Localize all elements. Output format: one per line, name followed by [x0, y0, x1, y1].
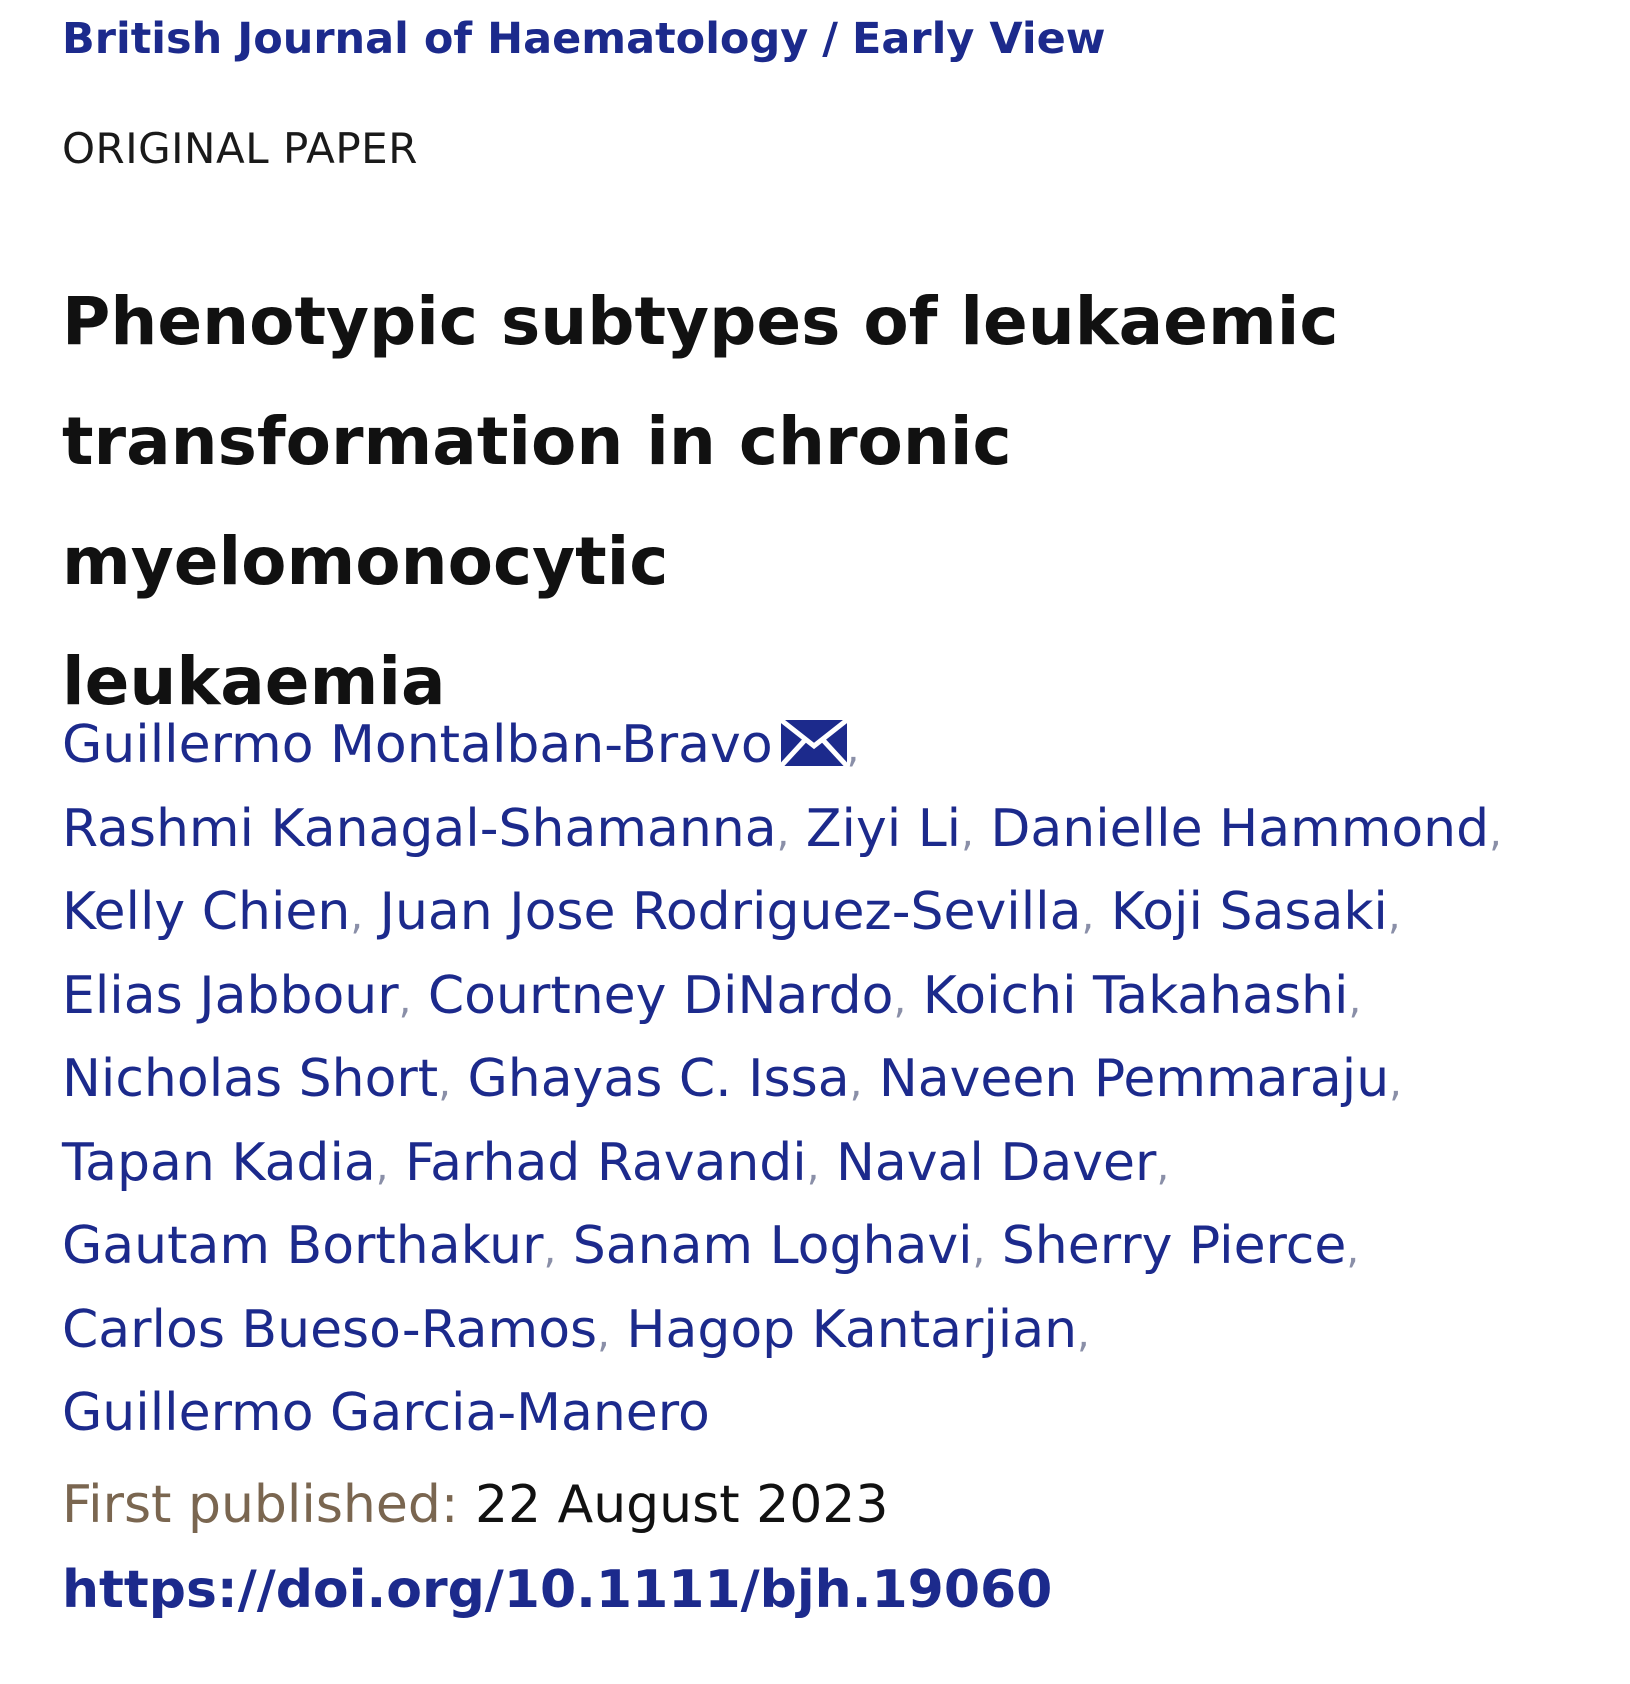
author-link[interactable]: Tapan Kadia: [62, 1132, 376, 1193]
journal-link[interactable]: British Journal of Haematology: [62, 14, 809, 64]
author-link[interactable]: Gautam Borthakur: [62, 1216, 544, 1276]
publication-date: 22 August 2023: [474, 1475, 889, 1535]
author-separator: ,: [776, 809, 790, 856]
title-line: transformation in chronic myelomonocytic: [62, 403, 1012, 600]
author-link[interactable]: Danielle Hammond: [990, 798, 1490, 859]
author-separator: ,: [1389, 1060, 1402, 1106]
author-separator: ,: [398, 976, 412, 1023]
title-line: leukaemia: [62, 643, 446, 720]
author-separator: ,: [1077, 1310, 1090, 1357]
author-link[interactable]: Sanam Loghavi: [572, 1216, 973, 1276]
author-link[interactable]: Guillermo Garcia-Manero: [62, 1383, 710, 1443]
author-link[interactable]: Guillermo Montalban-Bravo: [62, 715, 773, 775]
author-link[interactable]: Koichi Takahashi: [922, 965, 1349, 1026]
publication-info: [62, 1475, 888, 1535]
author-separator: ,: [1156, 1143, 1170, 1190]
author-link[interactable]: Rashmi Kanagal-Shamanna: [62, 798, 777, 859]
author-link[interactable]: Naval Daver: [836, 1132, 1157, 1193]
author-separator: ,: [1348, 976, 1362, 1023]
breadcrumb-separator: /: [822, 14, 839, 64]
author-separator: ,: [1081, 893, 1095, 939]
author-separator: ,: [849, 1060, 863, 1106]
author-separator: ,: [375, 1143, 389, 1190]
author-separator: ,: [806, 1143, 820, 1190]
author-link[interactable]: Sherry Pierce: [1001, 1216, 1347, 1276]
author-link[interactable]: Farhad Ravandi: [405, 1132, 807, 1193]
author-link[interactable]: Juan Jose Rodriguez-Sevilla: [379, 882, 1082, 942]
author-link[interactable]: Hagop Kantarjian: [626, 1299, 1078, 1360]
author-link[interactable]: Kelly Chien: [62, 882, 351, 942]
author-link[interactable]: Ghayas C. Issa: [467, 1049, 850, 1109]
author-link[interactable]: Courtney DiNardo: [427, 965, 894, 1026]
title-line: Phenotypic subtypes of leukaemic: [62, 283, 1339, 360]
article-title: [62, 262, 1582, 742]
author-list: [62, 706, 1582, 1454]
author-link[interactable]: Ziyi Li: [805, 798, 962, 859]
author-separator: ,: [597, 1310, 610, 1357]
author-separator: ,: [543, 1227, 557, 1273]
author-separator: ,: [893, 976, 907, 1023]
breadcrumb: [62, 14, 1106, 64]
author-separator: ,: [972, 1227, 986, 1273]
article-type: ORIGINAL PAPER: [62, 124, 418, 173]
early-view-link[interactable]: Early View: [852, 14, 1106, 64]
author-link[interactable]: Koji Sasaki: [1110, 882, 1388, 942]
author-link[interactable]: Nicholas Short: [62, 1049, 439, 1109]
envelope-icon[interactable]: [781, 710, 847, 756]
doi-link[interactable]: https://doi.org/10.1111/bjh.19060: [62, 1560, 1053, 1620]
author-separator: ,: [846, 726, 860, 772]
author-separator: ,: [438, 1060, 451, 1106]
author-separator: ,: [961, 809, 974, 856]
author-link[interactable]: Naveen Pemmaraju: [878, 1049, 1390, 1109]
author-separator: ,: [1489, 809, 1502, 856]
author-link[interactable]: Elias Jabbour: [62, 965, 399, 1026]
author-link[interactable]: Carlos Bueso-Ramos: [62, 1299, 598, 1360]
author-separator: ,: [1346, 1227, 1360, 1273]
first-published-label: First published:: [62, 1475, 459, 1535]
author-separator: ,: [350, 893, 364, 939]
author-separator: ,: [1387, 893, 1401, 939]
